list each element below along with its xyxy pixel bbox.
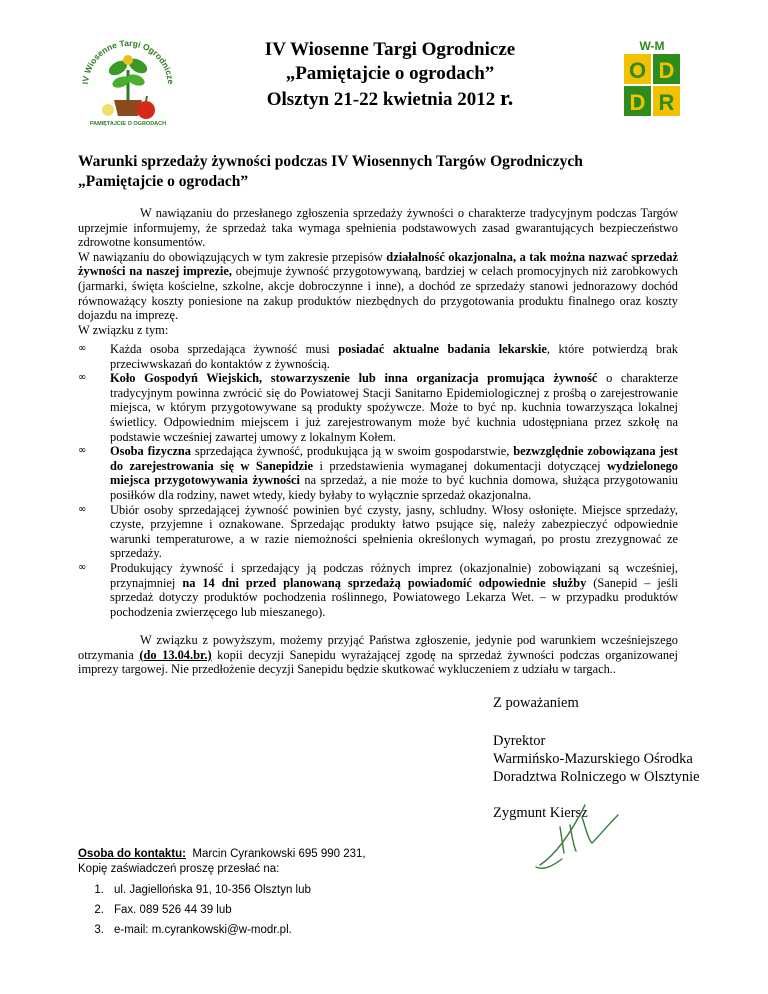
regulation-paragraph: W nawiązaniu do obowiązujących w tym zakresie przepisów działalność okazjonalna, a tak można nazwać sprzedaż żywności na naszej imprezie, obejmuje żywność przygotowywaną, bardziej w celach promocyjnych niż zarobkowych (jarmarki, święta kościelne, szkolne, akcje dobroczynne i inne), a dochód ze sprzedaży stanowi jednorazowy dochód równoważący koszty poniesione na zakup produktów niezbędnych do przygotowania produktu finalnego oraz koszty dojazdu na imprezę.: [78, 249, 678, 323]
conditions-list: [78, 342, 678, 619]
list-item: 3. e-mail: m.cyrankowski@w-modr.pl.: [94, 924, 292, 936]
infinity-bullet-icon: ∞: [78, 445, 87, 457]
infinity-bullet-icon: ∞: [78, 561, 87, 573]
contact-label: Osoba do kontaktu:: [78, 848, 186, 860]
event-header: [190, 38, 590, 112]
document-title: Warunki sprzedaży żywności podczas IV Wiosennych Targów Ogrodniczych „Pamiętajcie o ogrodach”: [78, 153, 583, 190]
signer-name: Zygmunt Kiersz: [493, 805, 588, 821]
intro-paragraph: W nawiązaniu do przesłanego zgłoszenia sprzedaży żywności o charakterze tradycyjnym podczas Targów uprzejmie informujemy, że sprzedaż taka wymaga spełnienia podstawowych zasad gwarantujących bezpieczeństwo zdrowotne konsumentów.: [78, 206, 678, 250]
greeting: Z poważaniem: [493, 695, 579, 711]
contact-list: [78, 880, 398, 940]
therefore-line: W związku z tym:: [78, 322, 169, 337]
list-item: ∞ Koło Gospodyń Wiejskich, stowarzyszenie lub inna organizacja promująca żywność o charakterze tradycyjnym powinna zwrócić się do Powiatowej Stacji Sanitarno Epidemiologicznej z prośbą o zarejestrowanie miejsca, w którym przygotowywane są produkty spożywcze. Może to być np. kuchnia towarzysząca lokalnej świetlicy. Odpowiednim miejscem i już zarejestrowanym może być kuchnia udostępniana przez szkołę na podstawie wcześniej zawartej umowy z lokalnym Kołem.: [78, 371, 679, 444]
signer-org: Warmińsko-Mazurskiego Ośrodka: [493, 751, 693, 767]
infinity-bullet-icon: ∞: [78, 503, 87, 515]
wmodr-logo: [618, 38, 686, 120]
list-item: ∞ Produkujący żywność i sprzedający ją podczas różnych imprez (okazjonalnie) zobowiązani są wcześniej, przynajmniej na 14 dni przed planowaną sprzedażą powiadomić odpowiednie służby (Sanepid – jeśli sprzedaż dotyczy produktów pochodzenia roślinnego, Powiatowego Lekarza Wet. – w przypadku produktów pochodzenia zwierzęcego lub mieszanego).: [78, 560, 678, 619]
contact-instruction: Kopię zaświadczeń proszę przesłać na:: [78, 863, 280, 875]
list-item: ∞ Osoba fizyczna sprzedająca żywność, produkująca ją w swoim gospodarstwie, bezwzględnie zobowiązana jest do zarejestrowania się w Sanepidzie i przedstawienia wymaganej dokumentacji dotyczącej wydzielonego miejsca przygotowywania żywności na sprzedaż, a nie może to być kuchnia domowa, służąca przygotowaniu posiłków dla rodziny, nawet wtedy, kiedy byłaby to wyłącznie sprzedaż okazjonalna.: [78, 444, 679, 502]
list-item: 1. ul. Jagiellońska 91, 10-356 Olsztyn lub: [94, 884, 311, 896]
svg-text:D: D: [629, 90, 646, 115]
intro-section: [78, 206, 678, 337]
event-date: Olsztyn 21-22 kwietnia 2012 r.: [266, 85, 514, 110]
svg-text:R: R: [658, 90, 675, 115]
address-text: ul. Jagiellońska 91, 10-356 Olsztyn lub: [114, 884, 311, 896]
logo-arc-text: IV Wiosenne Targi Ogrodnicze: [80, 37, 177, 85]
targi-logo: [78, 30, 178, 126]
list-item: 2. Fax. 089 526 44 39 lub: [94, 904, 232, 916]
list-item: ∞ Ubiór osoby sprzedającej żywność powinien być czysty, jasny, schludny. Włosy osłonięte. Miejsce sprzedaży, czyste, przyjemne i oznakowane. Sprzedając produkty łatwo psujące się, należy zabezpieczyć odpowiednie warunki temperaturowe, a w razie niemożności spełnienia określonych wymagań, po prostu zrezygnować ze sprzedaży.: [78, 502, 678, 561]
infinity-bullet-icon: ∞: [78, 343, 87, 354]
infinity-bullet-icon: ∞: [78, 372, 87, 384]
svg-text:W-M: W-M: [639, 39, 665, 53]
signer-org: Doradztwa Rolniczego w Olsztynie: [493, 769, 700, 785]
handwritten-signature: [500, 795, 630, 875]
signer-role: Dyrektor: [493, 733, 546, 749]
event-name: IV Wiosenne Targi Ogrodnicze: [264, 39, 516, 60]
event-motto: „Pamiętajcie o ogrodach”: [285, 63, 495, 84]
closing-paragraph: W związku z powyższym, możemy przyjąć Państwa zgłoszenie, jedynie pod warunkiem wcześniejszego otrzymania (do 13.04.br.) kopii decyzji Sanepidu wyrażającej zgodę na sprzedaż żywności podczas organizowanej imprezy targowej. Nie przedłożenie decyzji Sanepidu będzie skutkować wykluczeniem z udziału w targach..: [78, 633, 678, 677]
svg-text:O: O: [628, 58, 647, 83]
contact-section: [78, 847, 398, 940]
contact-person: Marcin Cyrankowski 695 990 231,: [192, 848, 366, 860]
svg-text:D: D: [658, 58, 675, 83]
logo-footer-text: PAMIĘTAJCIE O OGRODACH: [89, 121, 167, 126]
fax-text: Fax. 089 526 44 39 lub: [114, 904, 232, 916]
email-text: e-mail: m.cyrankowski@w-modr.pl.: [114, 924, 292, 936]
list-item: ∞ Każda osoba sprzedająca żywność musi posiadać aktualne badania lekarskie, które potwierdzą brak przeciwwskazań do kontaktów z żywnością.: [78, 342, 678, 371]
